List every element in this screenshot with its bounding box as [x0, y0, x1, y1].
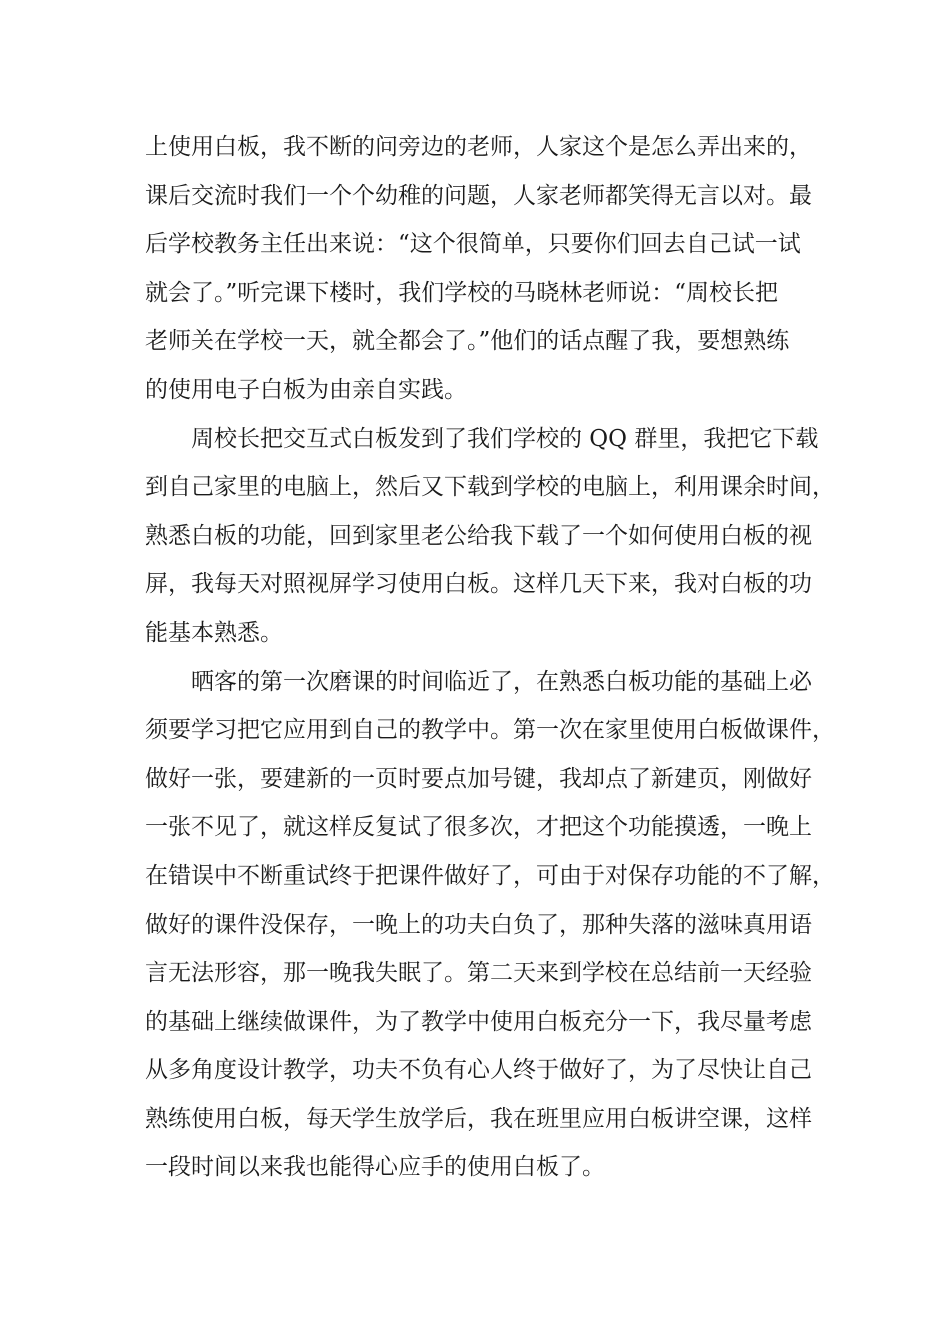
text-line: 须要学习把它应用到自己的教学中。第一次在家里使用白板做课件， [145, 717, 835, 744]
text-line: 就会了。”听完课下楼时，我们学校的马晓林老师说：“周校长把 [145, 279, 779, 306]
text-line: 到自己家里的电脑上，然后又下载到学校的电脑上，利用课余时间， [145, 474, 835, 501]
text-line: 熟悉白板的功能，回到家里老公给我下载了一个如何使用白板的视 [145, 522, 812, 549]
text-line: 的使用电子白板为由亲自实践。 [145, 376, 467, 403]
text-line: 从多角度设计教学，功夫不负有心人终于做好了，为了尽快让自己 [145, 1057, 812, 1084]
text-line: 做好的课件没保存，一晚上的功夫白负了，那种失落的滋味真用语 [145, 911, 812, 938]
text-line: 的基础上继续做课件，为了教学中使用白板充分一下，我尽量考虑 [145, 1008, 812, 1035]
text-line: 能基本熟悉。 [145, 619, 283, 646]
body-text [145, 123, 835, 1192]
text-line: 熟练使用白板，每天学生放学后，我在班里应用白板讲空课，这样 [145, 1105, 812, 1132]
text-line: 在错误中不断重试终于把课件做好了，可由于对保存功能的不了解， [145, 862, 835, 889]
text-line: 屏，我每天对照视屏学习使用白板。这样几天下来，我对白板的功 [145, 571, 812, 598]
text-line: 后学校教务主任出来说：“这个很简单，只要你们回去自己试一试 [145, 231, 801, 258]
text-line: 课后交流时我们一个个幼稚的问题，人家老师都笑得无言以对。最 [145, 182, 812, 209]
text-line: 老师关在学校一天，就全都会了。”他们的话点醒了我，要想熟练 [145, 328, 790, 355]
text-line: 上使用白板，我不断的问旁边的老师，人家这个是怎么弄出来的， [145, 134, 812, 160]
paragraph-first-line: 周校长把交互式白板发到了我们学校的 QQ 群里，我把它下载 [191, 425, 819, 452]
text-line: 一段时间以来我也能得心应手的使用白板了。 [145, 1154, 605, 1181]
paragraph-first-line: 晒客的第一次磨课的时间临近了，在熟悉白板功能的基础上必 [191, 668, 812, 695]
text-line: 言无法形容，那一晚我失眠了。第二天来到学校在总结前一天经验 [145, 960, 812, 987]
text-line: 做好一张，要建新的一页时要点加号键，我却点了新建页，刚做好 [145, 765, 812, 792]
text-line: 一张不见了，就这样反复试了很多次，才把这个功能摸透，一晚上 [145, 814, 812, 841]
